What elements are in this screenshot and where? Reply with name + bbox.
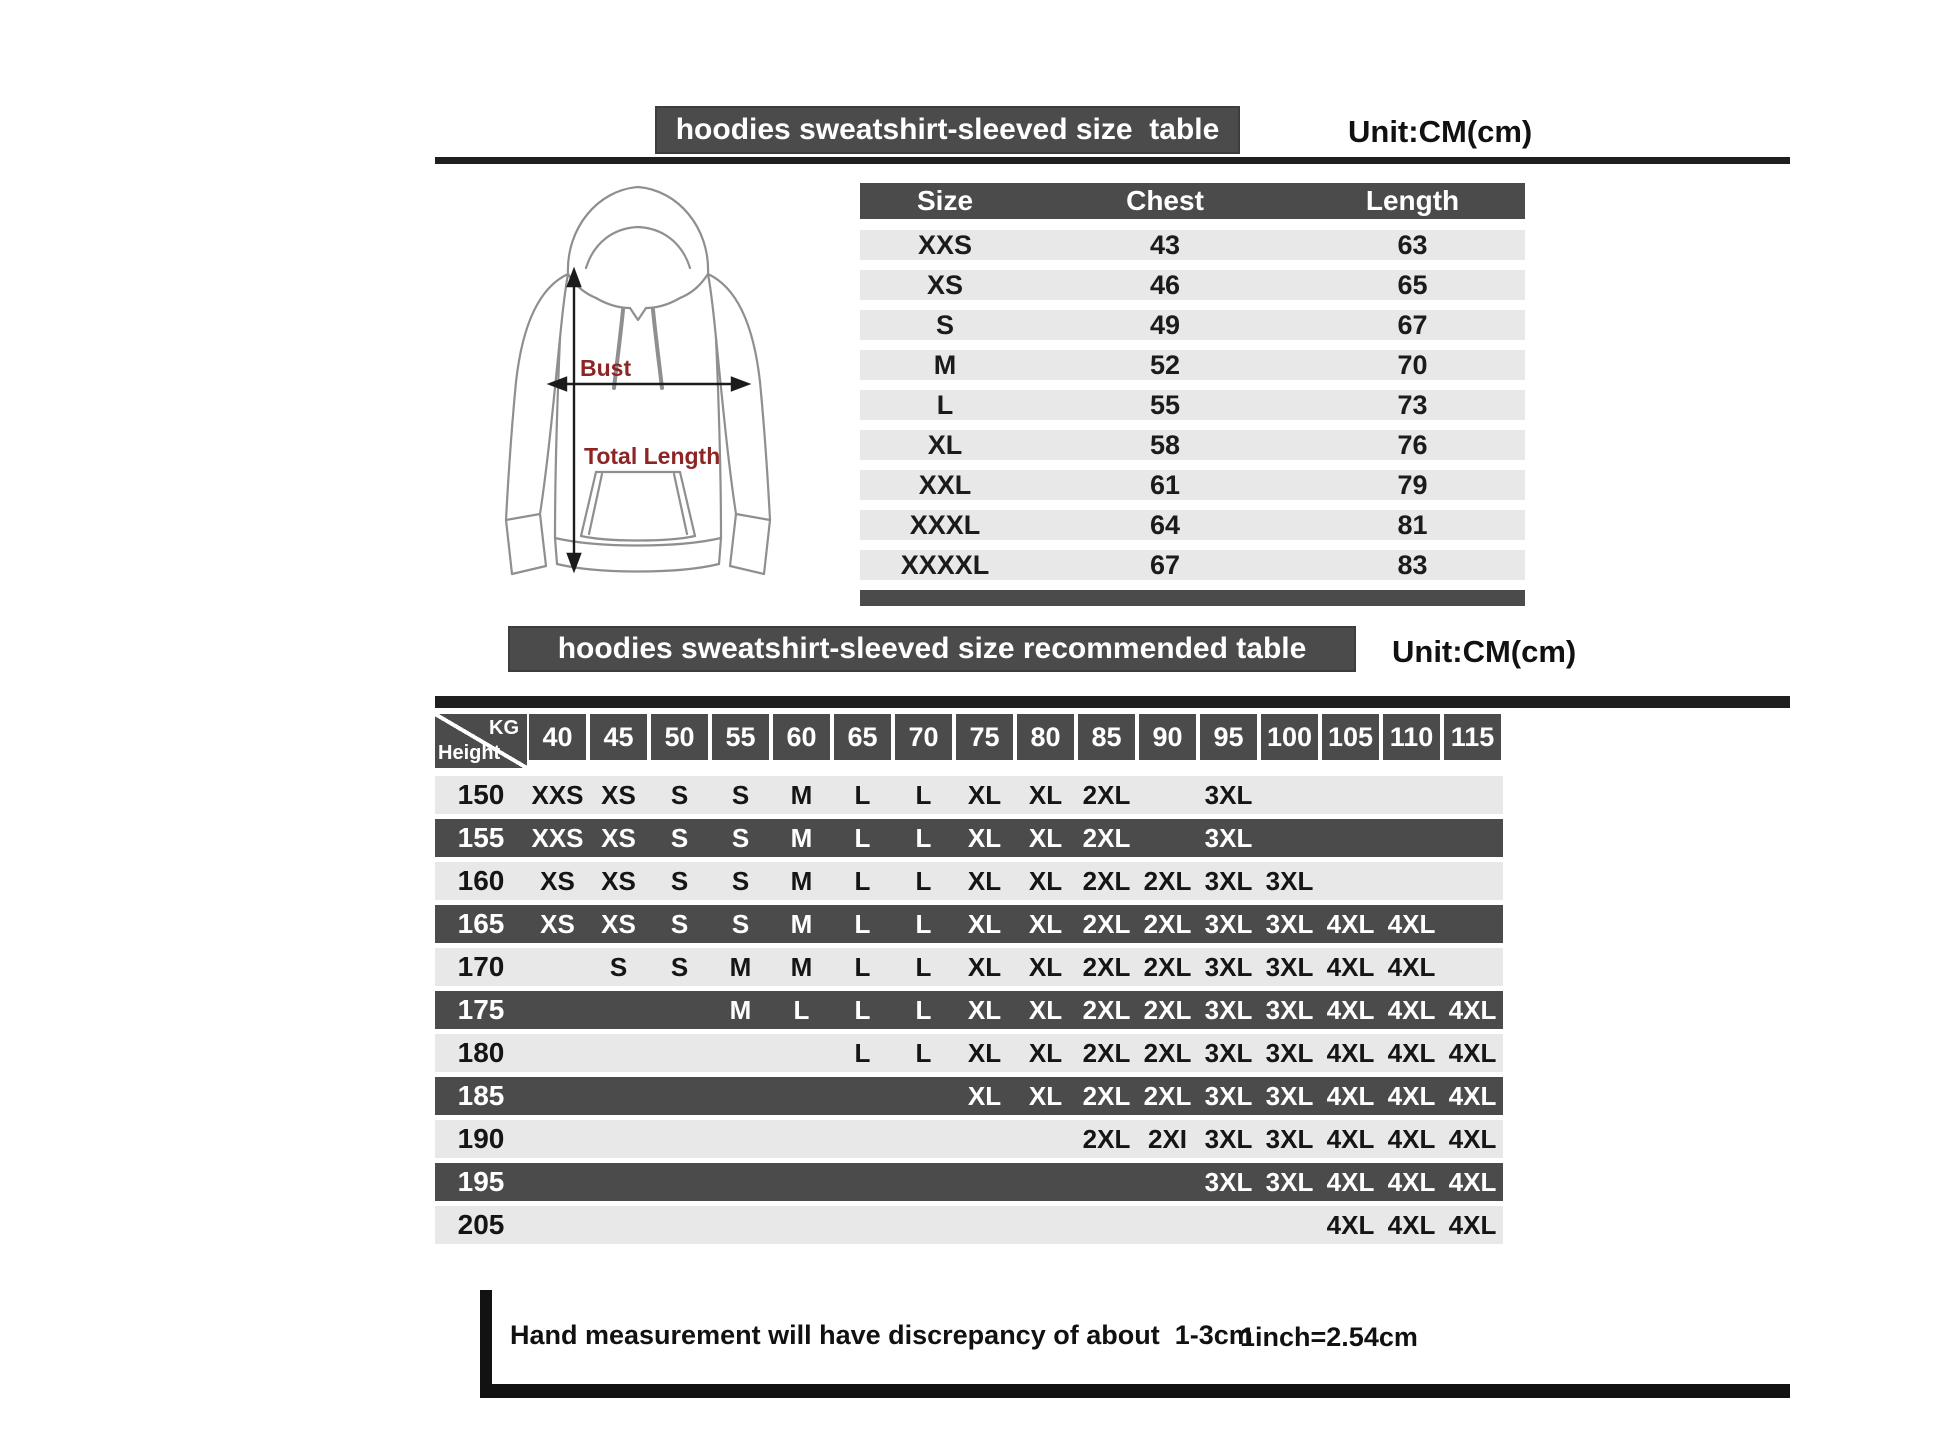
size-recommendation [1381,819,1442,857]
measurement-discrepancy-note: Hand measurement will have discrepancy of about 1-3cm [510,1320,1253,1350]
size-recommendation: 3XL [1265,1166,1314,1197]
size-recommendation: 2XL [1082,1037,1131,1068]
size-recommendation [649,1034,710,1072]
size-recommendation [893,1077,954,1115]
size-recommendation [710,1206,771,1244]
size-recommendation: 3XL [1204,1037,1253,1068]
size-recommendation: L [915,908,932,939]
size-value: L [936,390,954,420]
height-label: 160 [457,865,505,896]
size-recommendation [1015,1163,1076,1201]
size-recommendation: 4XL [1326,1123,1375,1154]
weight-column-header: 95 [1200,714,1257,760]
size-table-row [860,230,1525,260]
size-table-body [860,230,1525,580]
size-recommendation: L [854,908,871,939]
size-recommendation: 4XL [1387,1080,1436,1111]
matrix-corner-cell [435,714,527,768]
size-recommendation [893,1163,954,1201]
height-label: 155 [457,822,505,853]
size-value: XXXXL [900,550,990,580]
size-recommendation: 2XL [1143,1080,1192,1111]
size-recommendation [649,1077,710,1115]
size-recommendation [893,1206,954,1244]
size-table-footer-bar [860,590,1525,606]
size-recommendation [649,991,710,1029]
size-recommendation: 4XL [1326,908,1375,939]
chest-value: 64 [1149,510,1181,540]
size-recommendation: XS [601,822,636,853]
total-length-label: Total Length [584,443,721,469]
size-recommendation: S [670,822,689,853]
chest-value: 46 [1149,270,1181,300]
size-recommendation: 4XL [1387,1209,1436,1240]
weight-column-header: 80 [1017,714,1074,760]
size-recommendation [1381,862,1442,900]
size-recommendation: 2XL [1143,865,1192,896]
size-recommendation: 4XL [1326,994,1375,1025]
matrix-row [435,776,1503,814]
size-recommendation [649,1206,710,1244]
size-recommendation: XL [1028,951,1063,982]
size-recommendation: 4XL [1387,994,1436,1025]
size-recommendation [893,1120,954,1158]
size-recommendation [771,1077,832,1115]
size-recommendation: L [915,822,932,853]
size-recommendation: XXS [531,779,584,810]
length-value: 63 [1397,230,1428,260]
size-recommendation: XL [1028,779,1063,810]
size-recommendation: L [793,994,810,1025]
size-recommendation [1015,1206,1076,1244]
length-value: 65 [1397,270,1428,300]
height-label: 205 [457,1209,505,1240]
matrix-row [435,1034,1503,1072]
size-recommendation: 4XL [1387,1037,1436,1068]
unit-label-2: Unit:CM(cm) [1392,634,1577,669]
size-recommendation: 2XL [1082,994,1131,1025]
length-value: 83 [1397,550,1428,580]
size-recommendation: L [915,865,932,896]
size-recommendation: XL [1028,1080,1063,1111]
size-value: M [933,350,957,380]
chest-value: 49 [1149,310,1181,340]
size-recommendation [527,948,588,986]
size-recommendation: XL [967,1080,1002,1111]
size-table-title: hoodies sweatshirt-sleeved size table [675,113,1220,146]
size-recommendation: 2XL [1082,951,1131,982]
weight-column-header: 65 [834,714,891,760]
recommended-size-matrix [435,714,1503,1249]
size-table-row [860,350,1525,380]
size-recommendation [1320,862,1381,900]
size-table-row [860,470,1525,500]
size-recommendation: 4XL [1448,994,1497,1025]
size-recommendation: 3XL [1265,1123,1314,1154]
size-recommendation [1015,1120,1076,1158]
size-recommendation: XL [967,994,1002,1025]
weight-column-header: 60 [773,714,830,760]
size-value: XXS [917,230,973,260]
size-recommendation: 3XL [1204,865,1253,896]
chest-value: 61 [1149,470,1181,500]
size-recommendation: 3XL [1265,994,1314,1025]
size-value: S [935,310,954,340]
size-recommendation [1137,1163,1198,1201]
size-recommendation: L [915,994,932,1025]
size-recommendation: 2XL [1082,865,1131,896]
size-recommendation: 4XL [1326,1080,1375,1111]
size-table-row [860,390,1525,420]
size-recommendation [588,1206,649,1244]
size-recommendation: 3XL [1204,994,1253,1025]
size-recommendation: XL [1028,1037,1063,1068]
size-recommendation: XL [1028,865,1063,896]
column-header-chest: Chest [1126,185,1204,216]
matrix-row [435,991,1503,1029]
size-recommendation [588,1077,649,1115]
size-recommendation: XS [601,779,636,810]
size-table-header [860,183,1525,219]
column-header-length: Length [1365,185,1460,216]
size-recommendation: 3XL [1204,822,1253,853]
size-recommendation: XL [967,1037,1002,1068]
size-recommendation: S [731,779,750,810]
size-recommendation [1442,948,1503,986]
size-recommendation: L [915,951,932,982]
size-recommendation [832,1163,893,1201]
matrix-row [435,819,1503,857]
matrix-header-row [435,714,1503,768]
size-recommendation: S [731,908,750,939]
bust-label: Bust [580,355,632,381]
matrix-row [435,905,1503,943]
size-table-row [860,310,1525,340]
length-value: 76 [1397,430,1428,460]
size-recommendation: L [854,1037,871,1068]
size-recommendation [832,1077,893,1115]
size-recommendation: S [670,908,689,939]
size-recommendation: XL [1028,994,1063,1025]
note-frame-horizontal-bar [480,1384,1790,1398]
size-recommendation: L [854,865,871,896]
size-recommendation: L [915,1037,932,1068]
size-recommendation [710,1163,771,1201]
size-table-row [860,430,1525,460]
unit-label-1: Unit:CM(cm) [1348,114,1533,149]
recommended-table-title: hoodies sweatshirt-sleeved size recommended table [557,632,1307,665]
size-value: XL [927,430,963,460]
weight-column-header: 70 [895,714,952,760]
matrix-row [435,1120,1503,1158]
size-recommendation: 4XL [1387,1166,1436,1197]
column-header-size: Size [916,185,974,216]
size-recommendation: 4XL [1387,1123,1436,1154]
length-value: 73 [1397,390,1428,420]
matrix-body [435,776,1503,1244]
size-recommendation [1259,1206,1320,1244]
size-recommendation [954,1120,1015,1158]
size-recommendation: XL [967,779,1002,810]
weight-column-header: 100 [1261,714,1318,760]
length-value: 79 [1397,470,1428,500]
size-recommendation [1076,1206,1137,1244]
size-recommendation: XL [967,822,1002,853]
weight-column-header: 55 [712,714,769,760]
size-recommendation: 2XL [1082,822,1131,853]
divider-1 [435,157,1790,164]
size-recommendation: 3XL [1204,1123,1253,1154]
size-recommendation [771,1206,832,1244]
size-recommendation: 3XL [1265,865,1314,896]
size-table-row [860,270,1525,300]
size-recommendation: 3XL [1265,1080,1314,1111]
size-recommendation: S [609,951,628,982]
size-recommendation: 2XL [1143,1037,1192,1068]
matrix-row [435,1163,1503,1201]
size-recommendation [527,1163,588,1201]
length-value: 70 [1397,350,1428,380]
size-recommendation [771,1034,832,1072]
size-table-row [860,550,1525,580]
size-recommendation: L [854,994,871,1025]
weight-column-header: 115 [1444,714,1501,760]
size-recommendation [1259,776,1320,814]
size-recommendation: 3XL [1204,908,1253,939]
size-recommendation: L [854,951,871,982]
size-recommendation: 3XL [1265,951,1314,982]
size-recommendation: 3XL [1204,1166,1253,1197]
size-recommendation: XL [967,865,1002,896]
size-recommendation: S [670,951,689,982]
corner-height-label: Height [438,742,501,764]
size-recommendation: 2XL [1082,1123,1131,1154]
size-recommendation [1076,1163,1137,1201]
size-recommendation [588,991,649,1029]
size-recommendation [771,1120,832,1158]
size-recommendation [588,1120,649,1158]
size-recommendation: M [790,822,813,853]
size-recommendation [710,1034,771,1072]
inch-conversion-note: 1inch=2.54cm [1240,1322,1418,1352]
chest-value: 43 [1149,230,1181,260]
weight-column-header: 110 [1383,714,1440,760]
size-recommendation: 2XL [1143,994,1192,1025]
recommended-table-title-bar [508,626,1356,672]
size-value: XS [926,270,964,300]
height-label: 180 [457,1037,505,1068]
size-recommendation: 2XL [1143,951,1192,982]
size-recommendation: M [729,994,752,1025]
size-recommendation: 3XL [1265,1037,1314,1068]
size-recommendation [649,1163,710,1201]
size-value: XXXL [909,510,981,540]
size-recommendation [649,1120,710,1158]
size-recommendation [1137,776,1198,814]
size-recommendation: 4XL [1448,1209,1497,1240]
weight-column-header: 90 [1139,714,1196,760]
weight-column-header: 75 [956,714,1013,760]
size-recommendation [1137,1206,1198,1244]
size-recommendation: S [670,865,689,896]
height-label: 190 [457,1123,505,1154]
size-recommendation: XS [540,865,575,896]
size-recommendation [527,1034,588,1072]
chest-value: 52 [1149,350,1181,380]
size-table-title-bar [655,106,1240,154]
size-recommendation [1442,862,1503,900]
size-recommendation: 3XL [1265,908,1314,939]
weight-column-header: 40 [529,714,586,760]
size-recommendation: 4XL [1326,1037,1375,1068]
size-recommendation [771,1163,832,1201]
size-recommendation: XL [967,908,1002,939]
size-recommendation [1442,905,1503,943]
size-recommendation: M [790,951,813,982]
height-label: 165 [457,908,505,939]
size-recommendation [1442,776,1503,814]
height-label: 170 [457,951,505,982]
size-recommendation: M [790,865,813,896]
size-recommendation [527,1077,588,1115]
size-recommendation: 3XL [1204,951,1253,982]
size-recommendation [710,1120,771,1158]
size-recommendation [832,1120,893,1158]
size-recommendation [588,1163,649,1201]
size-recommendation: XXS [531,822,584,853]
size-recommendation: 4XL [1448,1037,1497,1068]
size-recommendation: 4XL [1448,1166,1497,1197]
size-table [860,183,1525,606]
size-recommendation [527,991,588,1029]
divider-2 [435,696,1790,708]
size-recommendation [1442,819,1503,857]
size-recommendation: 4XL [1387,908,1436,939]
size-recommendation: 2XL [1082,779,1131,810]
size-recommendation: XS [540,908,575,939]
size-table-row [860,510,1525,540]
size-recommendation: 2XL [1143,908,1192,939]
size-recommendation [954,1163,1015,1201]
size-recommendation: 4XL [1326,1209,1375,1240]
size-recommendation: 4XL [1448,1080,1497,1111]
size-recommendation [1381,776,1442,814]
note-frame-vertical-bar [480,1290,492,1398]
size-recommendation: 2XI [1147,1123,1188,1154]
size-recommendation: 4XL [1448,1123,1497,1154]
height-label: 175 [457,994,505,1025]
size-recommendation: M [729,951,752,982]
size-recommendation: 3XL [1204,779,1253,810]
height-label: 195 [457,1166,505,1197]
size-recommendation: XS [601,908,636,939]
size-recommendation: XL [967,951,1002,982]
size-recommendation: L [915,779,932,810]
height-label: 185 [457,1080,505,1111]
size-recommendation: XS [601,865,636,896]
size-recommendation: M [790,779,813,810]
size-recommendation [1320,776,1381,814]
size-recommendation: S [731,865,750,896]
chest-value: 58 [1149,430,1181,460]
weight-column-header: 50 [651,714,708,760]
size-recommendation [527,1206,588,1244]
size-recommendation: S [731,822,750,853]
size-recommendation: 4XL [1326,951,1375,982]
hoodie-measurement-diagram [448,172,798,622]
size-recommendation: XL [1028,908,1063,939]
size-recommendation: M [790,908,813,939]
size-recommendation [710,1077,771,1115]
weight-column-header: 105 [1322,714,1379,760]
length-value: 81 [1397,510,1428,540]
size-recommendation [832,1206,893,1244]
size-recommendation [954,1206,1015,1244]
size-recommendation [1198,1206,1259,1244]
size-value: XXL [918,470,972,500]
weight-column-header: 85 [1078,714,1135,760]
hoodie-outline [506,187,770,574]
chest-value: 55 [1149,390,1181,420]
size-recommendation: 3XL [1204,1080,1253,1111]
matrix-row [435,1206,1503,1244]
matrix-row [435,1077,1503,1115]
length-value: 67 [1397,310,1428,340]
chest-value: 67 [1149,550,1181,580]
size-recommendation: XL [1028,822,1063,853]
matrix-row [435,948,1503,986]
size-recommendation [1259,819,1320,857]
size-recommendation [588,1034,649,1072]
size-recommendation [1137,819,1198,857]
corner-kg-label: KG [489,717,519,739]
height-label: 150 [457,779,505,810]
size-recommendation: L [854,779,871,810]
size-recommendation [1320,819,1381,857]
weight-column-header: 45 [590,714,647,760]
size-recommendation: 2XL [1082,908,1131,939]
size-recommendation [527,1120,588,1158]
matrix-row [435,862,1503,900]
size-recommendation: 2XL [1082,1080,1131,1111]
size-recommendation: 4XL [1387,951,1436,982]
size-recommendation: L [854,822,871,853]
size-recommendation: 4XL [1326,1166,1375,1197]
size-recommendation: S [670,779,689,810]
